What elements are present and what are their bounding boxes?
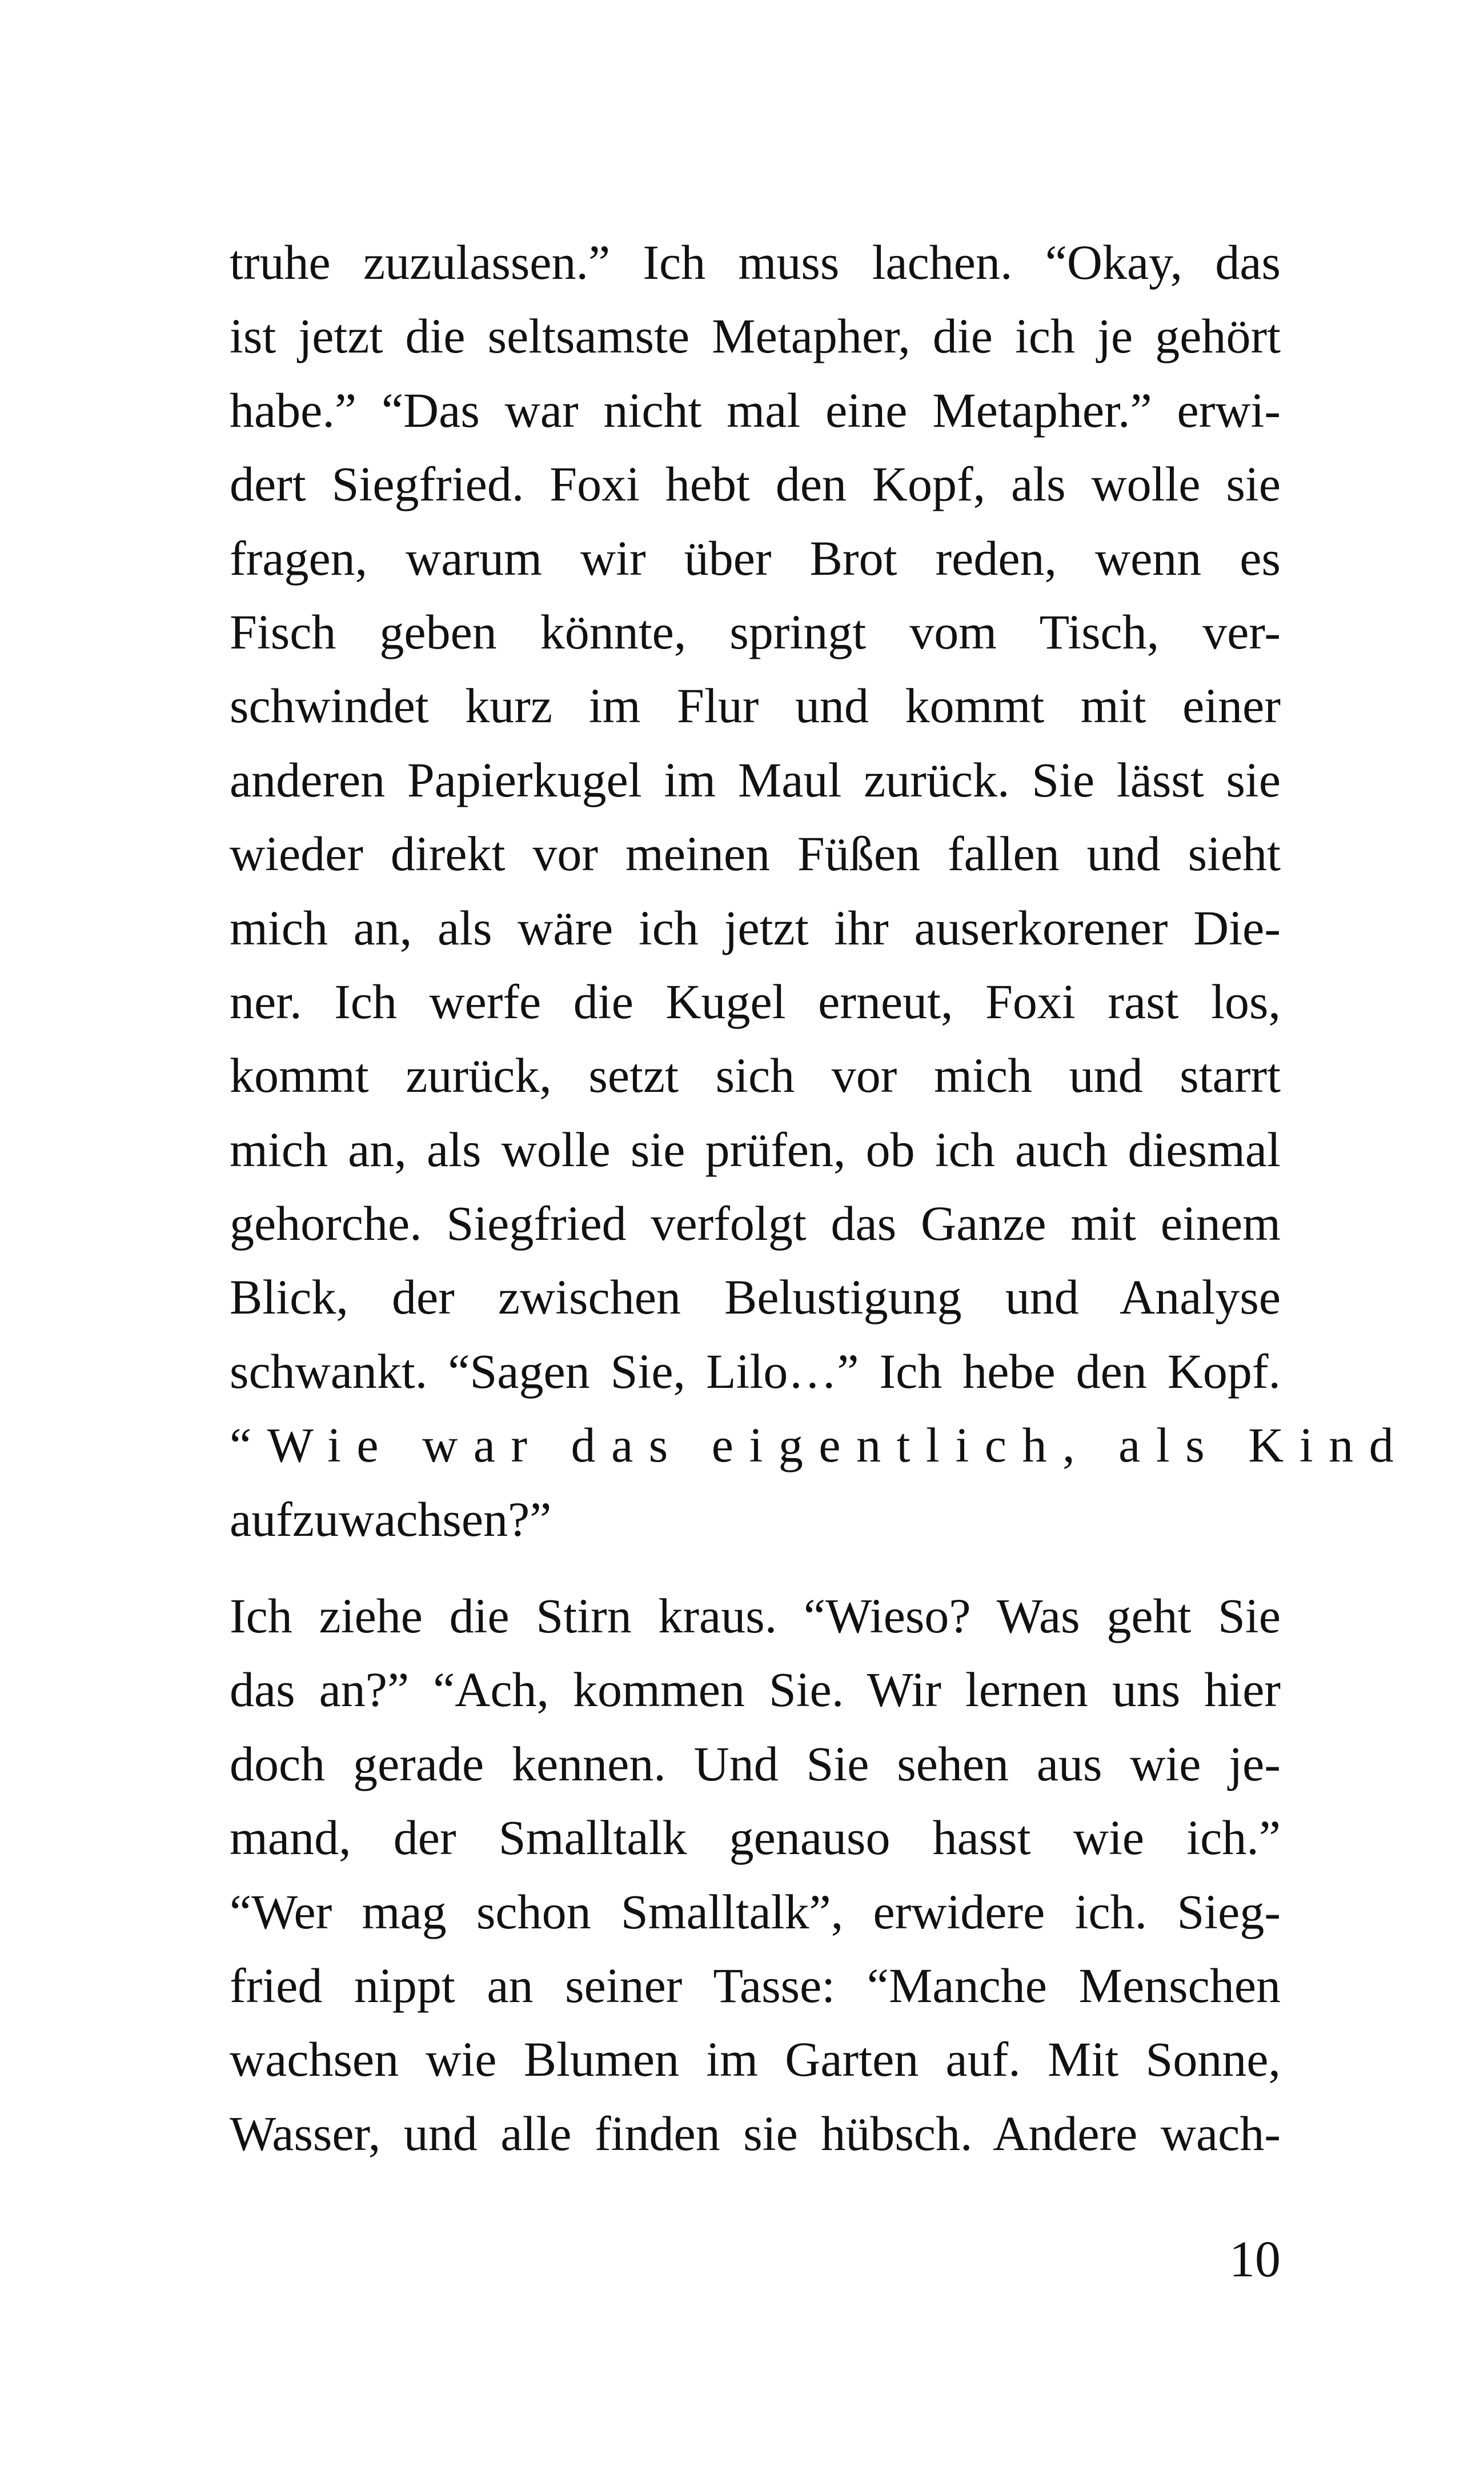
text-line: mich an, als wäre ich jetzt ihr auserkorener Die- bbox=[230, 900, 1281, 955]
text-line: aufzuwachsen?” bbox=[230, 1491, 552, 1547]
text-line: Ich ziehe die Stirn kraus. “Wieso? Was geht Sie bbox=[230, 1588, 1281, 1644]
text-line: “Wer mag schon Smalltalk”, erwidere ich. Sieg- bbox=[230, 1884, 1281, 1939]
text-line: Fisch geben könnte, springt vom Tisch, ver- bbox=[230, 604, 1281, 659]
text-line: wachsen wie Blumen im Garten auf. Mit Sonne, bbox=[230, 2032, 1281, 2087]
text-line: Blick, der zwischen Belustigung und Analyse bbox=[230, 1270, 1281, 1325]
page-number: 10 bbox=[1229, 2231, 1281, 2288]
text-line: schwindet kurz im Flur und kommt mit einer bbox=[230, 678, 1281, 734]
text-line: das an?” “Ach, kommen Sie. Wir lernen uns hier bbox=[230, 1662, 1281, 1718]
text-line: fried nippt an seiner Tasse: “Manche Menschen bbox=[230, 1957, 1281, 2013]
paragraph-spacer bbox=[230, 1556, 1281, 1579]
text-line: habe.” “Das war nicht mal eine Metapher.” erwi- bbox=[230, 382, 1281, 438]
text-line: anderen Papierkugel im Maul zurück. Sie lässt sie bbox=[230, 752, 1281, 807]
text-line: dert Siegfried. Foxi hebt den Kopf, als wolle sie bbox=[230, 457, 1281, 512]
text-line: Wasser, und alle finden sie hübsch. Andere wach- bbox=[230, 2105, 1281, 2161]
text-line: kommt zurück, setzt sich vor mich und starrt bbox=[230, 1048, 1281, 1103]
text-line: “Wie war das eigentlich, als Kind bbox=[230, 1418, 1410, 1473]
text-line: fragen, warum wir über Brot reden, wenn es bbox=[230, 530, 1281, 586]
text-line: mand, der Smalltalk genauso hasst wie ich.” bbox=[230, 1810, 1281, 1865]
text-line: ist jetzt die seltsamste Metapher, die ich je gehört bbox=[230, 309, 1281, 364]
text-line: ner. Ich werfe die Kugel erneut, Foxi rast los, bbox=[230, 974, 1281, 1029]
text-line: schwankt. “Sagen Sie, Lilo…” Ich hebe den Kopf. bbox=[230, 1343, 1281, 1399]
text-line: mich an, als wolle sie prüfen, ob ich auch diesmal bbox=[230, 1122, 1281, 1177]
body-text bbox=[230, 226, 1410, 2171]
text-line: doch gerade kennen. Und Sie sehen aus wie je- bbox=[230, 1736, 1281, 1791]
text-line: truhe zuzulassen.” Ich muss lachen. “Okay, das bbox=[230, 235, 1281, 290]
text-line: gehorche. Siegfried verfolgt das Ganze mit einem bbox=[230, 1196, 1281, 1251]
paragraph-2 bbox=[230, 1579, 1281, 2171]
text-line: wieder direkt vor meinen Füßen fallen und sieht bbox=[230, 826, 1281, 882]
paragraph-1 bbox=[230, 226, 1410, 1556]
